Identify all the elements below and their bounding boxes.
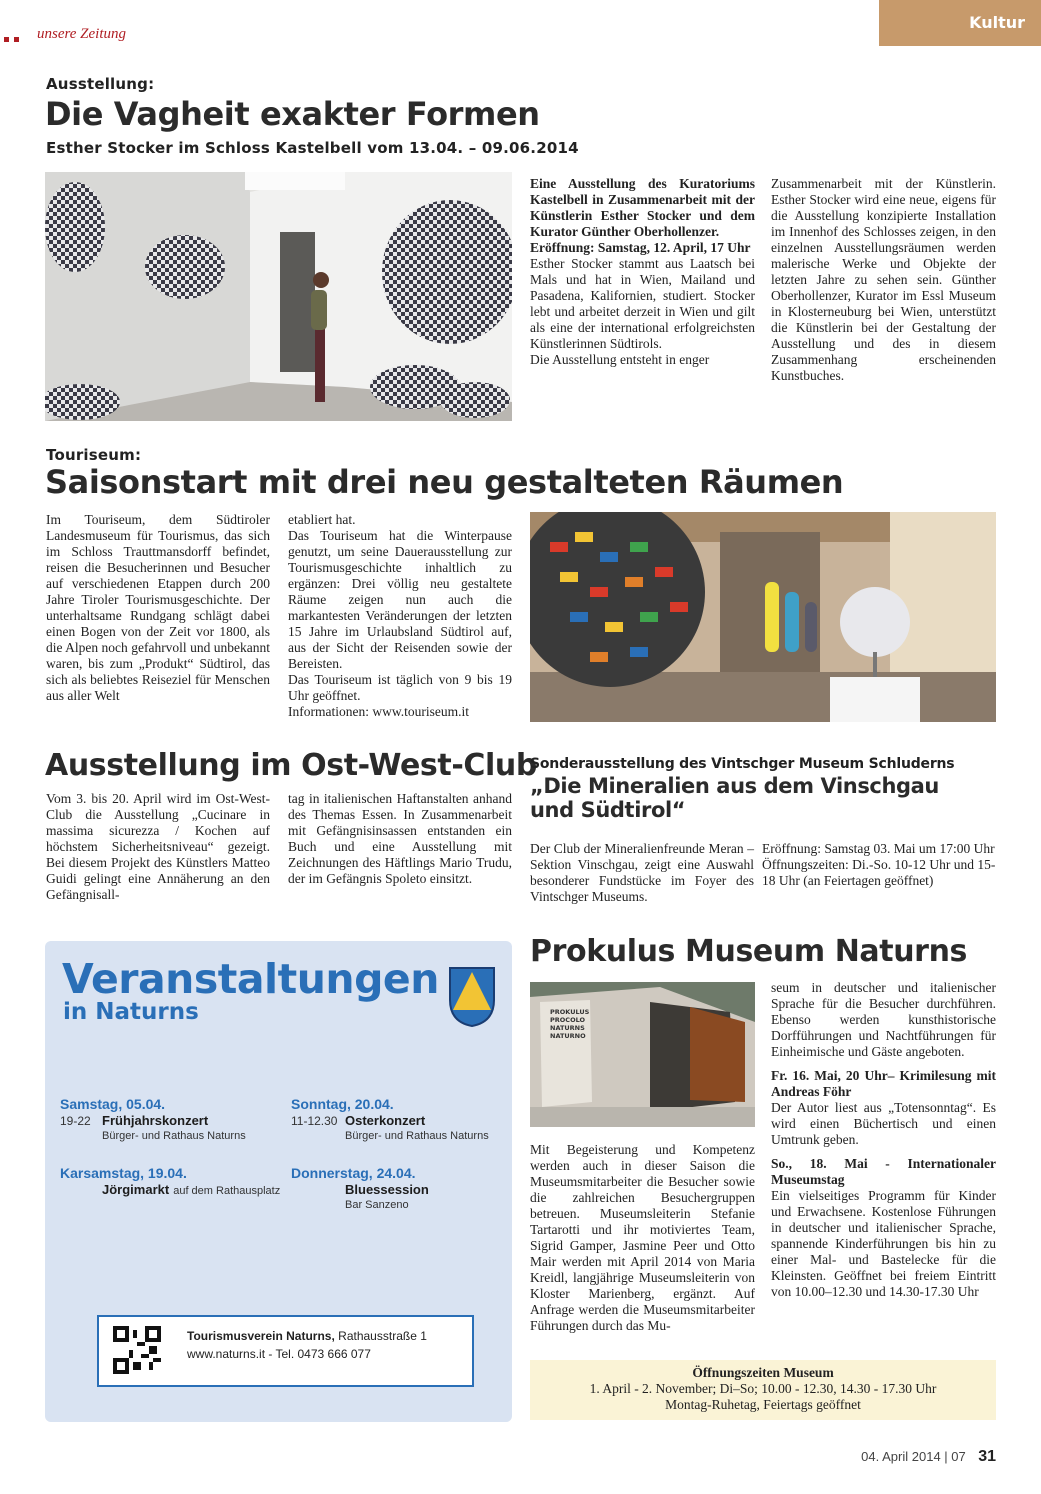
hours-line1: 1. April - 2. November; Di–So; 10.00 - 12.30, 14.30 - 17.30 Uhr (589, 1381, 937, 1396)
article5-text1: Mit Begeisterung und Kompetenz werden auch in dieser Saison die Museumsmitarbeiter die Besucher sowie die zahlreichen Besuchergruppen betreuen. Museumsleiterin Stefanie Tartarotti und ihr motiviertes Team, Sigrid Gamper, Jasmine Peer und Otto Mair werden mit April 2014 von Maria Kreidl, langjährige Museumsleiterin von Kloster Marienberg, ergänzt. Auf Anfrage werden die Museumsmitarbeiter Führungen durch das Mu- (530, 1142, 755, 1333)
article2-kicker: Touriseum: (46, 446, 142, 464)
article2-text2d: Informationen: www.touriseum.it (288, 704, 469, 719)
events-title: Veranstaltungen (62, 955, 439, 1003)
article2-text1: Im Touriseum, dem Südtiroler Landesmuseum für Tourismus, das sich im Schloss Trauttmansdorff befindet, reisen die Besucherinnen und Besucher auf verschiedenen Etappen durch 200 Jahre Tiroler Tourismusgeschichte. Der unterhaltsame Rundgang schlägt dabei einen Bogen von der Zeit vor 1800, als die Alpen noch gefahrvoll und unbekannt waren, bis zum „Produkt“ Südtirol, das sich als beliebtes Reiseziel für Menschen aus aller Welt (46, 512, 270, 703)
section-label: Kultur (969, 13, 1025, 32)
article1-title: Die Vagheit exakter Formen (45, 95, 540, 133)
event-title: Jörgimarkt (102, 1182, 170, 1197)
events-subtitle: in Naturns (63, 999, 199, 1025)
event-item (60, 1096, 270, 1142)
article2-col2 (288, 512, 512, 720)
event-place: Bar Sanzeno (345, 1199, 409, 1211)
page-number: 31 (978, 1448, 996, 1465)
article5-photo (530, 982, 755, 1127)
event-title: Frühjahrskonzert (102, 1113, 209, 1128)
event-item (291, 1096, 501, 1142)
article1-kicker: Ausstellung: (46, 75, 155, 93)
article1-text1b: Die Ausstellung entsteht in enger (530, 352, 710, 367)
section-tab (879, 0, 1041, 46)
contact-box (97, 1315, 474, 1387)
article1-lead: Eine Ausstellung des Kuratoriums Kastelbell in Zusammenarbeit mit der Künstlerin Esther Stocker und dem Kurator Günther Oberhollenzer. (530, 176, 755, 239)
event-item (291, 1165, 501, 1211)
events-card (45, 941, 512, 1422)
article1-text2: Zusammenarbeit mit der Künstlerin. Esther Stocker wird eine neue, eigens für die Ausstellung konzipierte Installation im Innenhof des Schlosses zeigen, in den einzelnen Ausstellungsräumen werden malerische Werke und Objekte der letzten Jahre zu sehen sein. Günther Oberhollenzer, Kurator im Essl Museum in Klosterneuburg bei Wien, unterstützt die Künstlerin bei der Gestaltung der Ausstellung und des in diesem Zusammenhang erscheinenden Kunstbuches. (771, 176, 996, 383)
article2-title: Saisonstart mit drei neu gestalteten Räumen (45, 463, 844, 501)
contact-line2[interactable]: www.naturns.it - Tel. 0473 666 077 (187, 1347, 371, 1361)
article3-title: Ausstellung im Ost-West-Club (45, 748, 537, 783)
article1-opening: Eröffnung: Samstag, 12. April, 17 Uhr (530, 240, 751, 255)
article4-text1: Der Club der Mineralienfreunde Meran – Sektion Vinschgau, zeigt eine Auswahl besonderer Fundstücke im Foyer des Vintschger Museums. (530, 841, 754, 904)
article3-text2: tag in italienischen Haftanstalten anhand des Themas Essen. In Zusammenarbeit mit Gefängnisinsassen entstanden ein Buch und eine Ausstellung mit Zeichnungen des Häftlings Mario Trudu, der im Gefängnis Spoleto einsitzt. (288, 791, 512, 886)
opening-hours-box (530, 1360, 996, 1420)
article4-text2a: Eröffnung: Samstag 03. Mai um 17:00 Uhr (762, 841, 995, 856)
article5-event2-text: Ein vielseitiges Programm für Kinder und Erwachsene. Kostenlose Führungen in deutscher und italienischer Sprache, spannende Kinderführungen bis hin zu einer Mal- und Bastelecke für die Kleinsten. Geöffnet bei freiem Eintritt von 10.00–12.30 und 14.30-17.30 Uhr (771, 1188, 996, 1299)
event-date: Donnerstag, 24.04. (291, 1165, 416, 1181)
article1-subtitle: Esther Stocker im Schloss Kastelbell vom 13.04. – 09.06.2014 (46, 139, 579, 157)
event-item (60, 1165, 285, 1199)
article5-col1 (530, 1142, 755, 1334)
article3-col2 (288, 791, 512, 887)
naturns-crest (448, 966, 496, 1028)
article4-title-line1: „Die Mineralien aus dem Vinschgau (530, 774, 939, 798)
article4-col1 (530, 841, 754, 905)
logo: unsere Zeitung (37, 26, 127, 42)
header-dots (4, 29, 19, 47)
article1-photo (45, 172, 512, 421)
event-place: Bürger- und Rathaus Naturns (345, 1130, 489, 1142)
article2-col1 (46, 512, 270, 704)
event-place: Bürger- und Rathaus Naturns (102, 1130, 246, 1142)
article1-col1 (530, 176, 755, 368)
article4-kicker: Sonderausstellung des Vintschger Museum Schluderns (530, 756, 955, 772)
article3-text1: Vom 3. bis 20. April wird im Ost-West-Club die Ausstellung „Cucinare in massima sicurezza / Kochen auf höchstem Sicherheitsniveau“ gezeigt. Bei diesem Projekt des Künstlers Matteo Guidi gelingt eine Annäherung an den Gefängnisall- (46, 791, 270, 902)
article1-col2 (771, 176, 996, 384)
footer-date: 04. April 2014 | 07 (861, 1449, 966, 1464)
event-title: Osterkonzert (345, 1113, 426, 1128)
article5-text2a: seum in deutscher und italienischer Sprache für die Besucher durchführen. Ebenso werden kunsthistorische Dorfführungen und Nachtführungen für Einheimische und Gäste angeboten. (771, 980, 996, 1059)
article5-col2 (771, 980, 996, 1300)
event-time: 11-12.30 (291, 1114, 338, 1128)
event-place: auf dem Rathausplatz (173, 1185, 281, 1197)
article5-event2-title: So., 18. Mai - Internationaler Museumstag (771, 1156, 996, 1187)
article4-col2 (762, 841, 996, 889)
event-date: Samstag, 05.04. (60, 1096, 166, 1112)
article2-photo (530, 512, 996, 722)
event-date: Karsamstag, 19.04. (60, 1165, 187, 1181)
event-date: Sonntag, 20.04. (291, 1096, 394, 1112)
footer (861, 1448, 996, 1466)
article2-text2b: Das Touriseum hat die Winterpause genutzt, um seine Dauerausstellung zur Tourismusgeschichte inhaltlich zu ergänzen: Drei völlig neu gestaltete Räume zeigen nun auch die markantesten Veränderungen der letzten 15 Jahre im Urlaubsland Südtirol auf, aus der Sicht der Reisenden sowie der Bereisten. (288, 528, 512, 671)
article4-text2b: Öffnungszeiten: Di.-So. 10-12 Uhr und 15-18 Uhr (an Feiertagen geöffnet) (762, 857, 996, 888)
article1-text1: Esther Stocker stammt aus Laatsch bei Mals und hat in Wien, Mailand und Pasadena, Kalifornien, studiert. Stocker lebt und arbeitet derzeit in Wien und gilt als eine der international erfolgreichsten Künstlerinnen Südtirols. (530, 256, 755, 351)
hours-line2: Montag-Ruhetag, Feiertags geöffnet (665, 1397, 861, 1412)
qr-code-icon[interactable] (113, 1326, 161, 1374)
article4-title-line2: und Südtirol“ (530, 798, 686, 822)
article3-col1 (46, 791, 270, 903)
article2-text2c: Das Touriseum ist täglich von 9 bis 19 Uhr geöffnet. (288, 672, 512, 703)
contact-address: Rathausstraße 1 (334, 1329, 427, 1343)
article5-event1-title: Fr. 16. Mai, 20 Uhr– Krimilesung mit Andreas Föhr (771, 1068, 996, 1099)
contact-name: Tourismusverein Naturns, (187, 1329, 335, 1343)
article5-event1-text: Der Autor liest aus „Totensonntag“. Es wird einen Büchertisch und einen Umtrunk geben. (771, 1100, 996, 1147)
article2-text2a: etabliert hat. (288, 512, 356, 527)
article5-title: Prokulus Museum Naturns (530, 934, 967, 969)
event-title: Bluessession (345, 1182, 429, 1197)
event-time: 19-22 (60, 1114, 91, 1128)
hours-title: Öffnungszeiten Museum (692, 1365, 834, 1380)
museum-sign-text: PROKULUS PROCOLO NATURNS NATURNO (550, 1008, 590, 1040)
